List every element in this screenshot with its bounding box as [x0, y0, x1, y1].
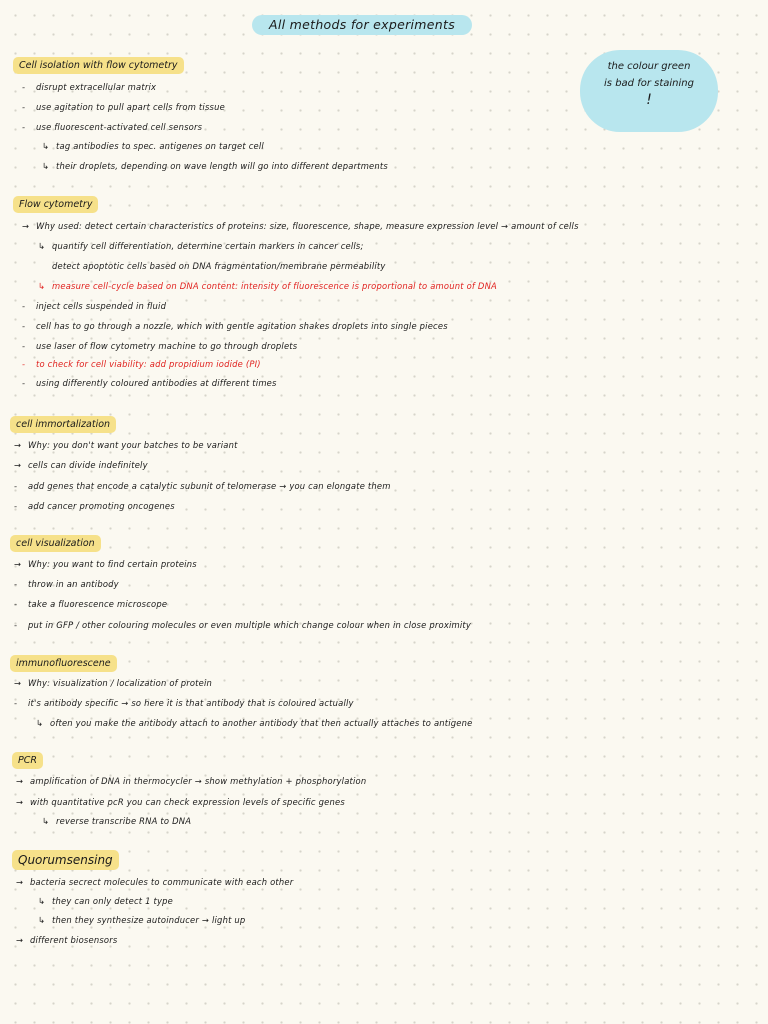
note-line — [14, 480, 391, 492]
section-heading-flow-cytometry: Flow cytometry — [13, 196, 98, 213]
bullet: ↳ — [36, 718, 44, 728]
bullet: ↳ — [42, 161, 50, 171]
note-line: the colour green — [607, 61, 691, 72]
line-text: use agitation to pull apart cells from tissue — [36, 102, 225, 112]
line-text: use laser of flow cytometry machine to go through droplets — [36, 341, 298, 351]
note-line — [22, 121, 202, 133]
line-text: to check for cell viability: add propidium iodide (PI) — [36, 359, 261, 369]
section-heading-immunofluorescene: immunofluorescene — [10, 655, 117, 672]
note-line — [22, 340, 297, 352]
bullet: - — [14, 620, 18, 630]
line-text: using differently coloured antibodies at different times — [36, 378, 277, 388]
note-line — [14, 439, 238, 451]
note-line — [14, 697, 354, 709]
line-text: quantify cell differentiation, determine certain markers in cancer cells; — [52, 241, 364, 251]
note-line — [22, 320, 448, 332]
bullet: - — [22, 301, 26, 311]
note-line — [14, 677, 212, 689]
line-text: use fluorescent-activated cell sensors — [36, 122, 203, 132]
line-text: cells can divide indefinitely — [28, 460, 148, 470]
bullet: - — [22, 82, 26, 92]
note-line-red — [38, 280, 497, 292]
line-text: add genes that encode a catalytic subunit of telomerase → you can elongate them — [28, 481, 391, 491]
line-text: Why: visualization / localization of protein — [28, 678, 213, 688]
bullet: - — [22, 378, 26, 388]
line-text: inject cells suspended in fluid — [36, 301, 167, 311]
bullet: ↳ — [42, 141, 50, 151]
note-line — [14, 459, 148, 471]
bullet: ↳ — [38, 241, 46, 251]
note-line — [14, 578, 119, 590]
exclamation-mark: ! — [646, 92, 652, 108]
bullet: - — [14, 698, 18, 708]
bullet: → — [16, 877, 24, 887]
note-line — [22, 300, 166, 312]
page-title: All methods for experiments — [252, 15, 472, 35]
line-text: it's antibody specific → so here it is that antibody that is coloured actually — [28, 698, 354, 708]
bullet: - — [14, 579, 18, 589]
line-text: with quantitative pcR you can check expression levels of specific genes — [30, 797, 345, 807]
line-text: throw in an antibody — [28, 579, 119, 589]
note-line — [38, 260, 386, 272]
note-line — [22, 220, 579, 232]
section-heading-pcr: PCR — [12, 752, 43, 769]
note-line — [14, 558, 197, 570]
bullet: - — [22, 359, 26, 369]
note-line — [14, 598, 167, 610]
bullet: ↳ — [38, 896, 46, 906]
bullet: → — [14, 678, 22, 688]
line-text: different biosensors — [30, 935, 118, 945]
bullet: → — [14, 460, 22, 470]
note-line — [22, 101, 225, 113]
note-line — [22, 81, 156, 93]
bullet: - — [14, 599, 18, 609]
note-line — [16, 876, 293, 888]
note-line — [22, 377, 277, 389]
note-line — [36, 717, 473, 729]
line-text: Why used: detect certain characteristics of proteins: size, fluorescence, shape, measure expression level → amount of cells — [36, 221, 579, 231]
note-line — [16, 775, 366, 787]
bullet: - — [22, 122, 26, 132]
line-text: bacteria secrect molecules to communicate with each other — [30, 877, 294, 887]
line-text: then they synthesize autoinducer → light up — [52, 915, 246, 925]
line-text: reverse transcribe RNA to DNA — [56, 816, 192, 826]
bullet: ↳ — [38, 915, 46, 925]
bullet: - — [14, 501, 18, 511]
line-text: tag antibodies to spec. antigenes on target cell — [56, 141, 264, 151]
note-line — [16, 796, 345, 808]
line-text: add cancer promoting oncogenes — [28, 501, 175, 511]
note-line — [38, 240, 364, 252]
section-heading-quorumsensing: Quorumsensing — [12, 850, 119, 870]
note-line — [42, 815, 191, 827]
bullet: → — [16, 935, 24, 945]
line-text: their droplets, depending on wave length will go into different departments — [56, 161, 388, 171]
line-text: disrupt extracellular matrix — [36, 82, 157, 92]
note-line: is bad for staining — [604, 78, 694, 89]
note-line — [14, 619, 471, 631]
bullet: → — [14, 440, 22, 450]
note-line — [38, 895, 173, 907]
section-heading-cell-immortalization: cell immortalization — [10, 416, 116, 433]
section-heading-cell-visualization: cell visualization — [10, 535, 101, 552]
bullet: → — [22, 221, 30, 231]
line-text: measure cell-cycle based on DNA content: intensity of fluorescence is proportional to amount of DNA — [52, 281, 497, 291]
bullet: → — [16, 776, 24, 786]
bullet: ↳ — [42, 816, 50, 826]
bullet: ↳ — [38, 281, 46, 291]
bullet: → — [16, 797, 24, 807]
line-text: they can only detect 1 type — [52, 896, 174, 906]
line-text: take a fluorescence microscope — [28, 599, 168, 609]
bullet: - — [22, 102, 26, 112]
line-text: cell has to go through a nozzle, which with gentle agitation shakes droplets into single pieces — [36, 321, 448, 331]
bullet: - — [14, 481, 18, 491]
note-line — [42, 140, 264, 152]
bullet: → — [14, 559, 22, 569]
line-text: Why: you don't want your batches to be variant — [28, 440, 238, 450]
note-line — [42, 160, 388, 172]
note-line — [16, 934, 117, 946]
line-text: put in GFP / other colouring molecules or even multiple which change colour when in close proximity — [28, 620, 472, 630]
note-line — [38, 914, 245, 926]
section-heading-cell-isolation: Cell isolation with flow cytometry — [13, 57, 184, 74]
note-line-red — [22, 358, 261, 370]
bullet: - — [22, 321, 26, 331]
line-text: Why: you want to find certain proteins — [28, 559, 197, 569]
bullet: - — [22, 341, 26, 351]
line-text: often you make the antibody attach to another antibody that then actually attaches to antigene — [50, 718, 473, 728]
note-line — [14, 500, 175, 512]
line-text: detect apoptotic cells based on DNA fragmentation/membrane permeability — [52, 261, 386, 271]
line-text: amplification of DNA in thermocycler → show methylation + phosphorylation — [30, 776, 367, 786]
note-bubble — [580, 50, 718, 132]
